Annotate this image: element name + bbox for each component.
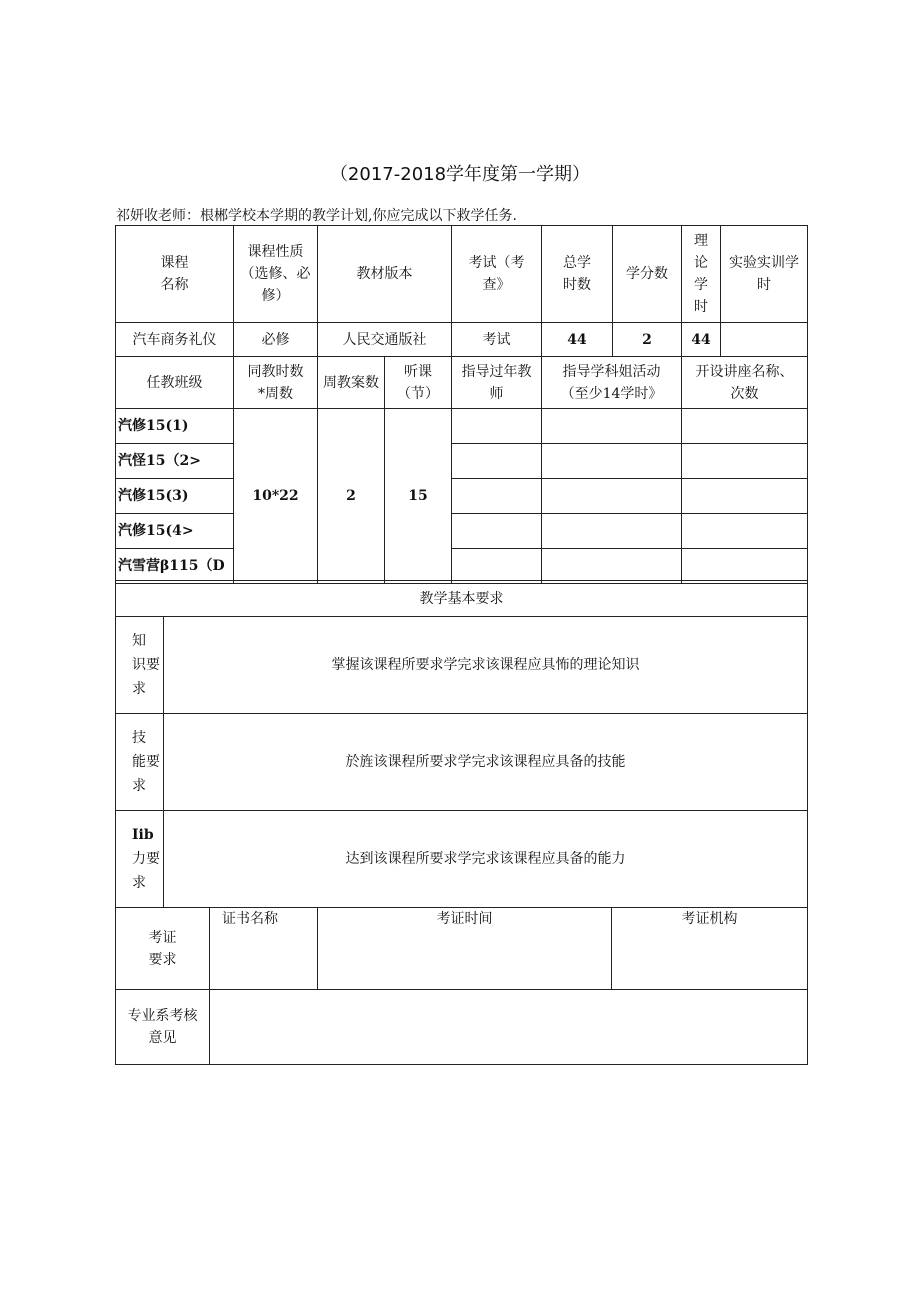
weekly-hours-value: 10*22 — [234, 409, 318, 584]
certificate-label: 考证 要求 — [116, 908, 210, 990]
requirements-header: 教学基本要求 — [116, 581, 808, 617]
skill-text: 於旌该课程所要求学完求该课程应具备的技能 — [164, 714, 808, 811]
guide-teacher-cell — [452, 409, 542, 444]
course-theory-hours: 44 — [682, 323, 721, 357]
course-credits: 2 — [613, 323, 682, 357]
certificate-table — [115, 907, 808, 1065]
ability-text: 达到该课程所要求学完求该课程应具备的能力 — [164, 811, 808, 908]
class-name: 汽修15(1) — [116, 409, 234, 444]
class-name: 汽修15(4> — [116, 514, 234, 549]
guide-teacher-cell — [452, 444, 542, 479]
class-name: 汽修15(3) — [116, 479, 234, 514]
class-name: 汽雪营β115（D — [116, 549, 234, 584]
guide-activity-cell — [542, 479, 682, 514]
course-total-hours: 44 — [542, 323, 613, 357]
intro-text: 祁妍收老师：根郴学校本学期的教学计划,你应完成以下救学任务. — [116, 208, 517, 224]
class-name: 汽怪15（2> — [116, 444, 234, 479]
course-textbook: 人民交通版社 — [318, 323, 452, 357]
header-course-name: 课程 名称 — [116, 226, 234, 323]
guide-activity-cell — [542, 514, 682, 549]
course-table — [115, 225, 808, 584]
course-nature: 必修 — [234, 323, 318, 357]
page-title: （2017-2018学年度第一学期） — [329, 164, 591, 185]
course-lab-hours — [721, 323, 808, 357]
requirements-table — [115, 580, 808, 908]
department-label: 专业系考核 意见 — [116, 990, 210, 1065]
header-weekly-plans: 周教案数 — [318, 357, 385, 409]
guide-activity-cell — [542, 409, 682, 444]
header-classes: 任教班级 — [116, 357, 234, 409]
guide-teacher-cell — [452, 514, 542, 549]
header-listen: 听课 （节） — [385, 357, 452, 409]
header-lab-hours: 实验实训学 时 — [721, 226, 808, 323]
ability-label-bottom: 力要 求 — [132, 851, 160, 891]
header-total-hours: 总学 时数 — [542, 226, 613, 323]
skill-label: 技 能要 求 — [116, 714, 164, 811]
lectures-cell — [682, 444, 808, 479]
course-name: 汽车商务礼仪 — [116, 323, 234, 357]
guide-teacher-cell — [452, 549, 542, 584]
course-exam: 考试 — [452, 323, 542, 357]
header-lectures: 开设讲座名称、 次数 — [682, 357, 808, 409]
lectures-cell — [682, 479, 808, 514]
header-credits: 学分数 — [613, 226, 682, 323]
header-theory-hours: 理 论 学 时 — [682, 226, 721, 323]
certificate-name-header: 证书名称 — [210, 908, 318, 990]
ability-label — [116, 811, 164, 908]
lectures-cell — [682, 409, 808, 444]
header-weekly-hours: 同教时数 *周数 — [234, 357, 318, 409]
knowledge-text: 掌握该课程所要求学完求该课程应具怖的理论知识 — [164, 617, 808, 714]
certificate-time-header: 考证时间 — [318, 908, 612, 990]
guide-activity-cell — [542, 549, 682, 584]
weekly-plans-value: 2 — [318, 409, 385, 584]
knowledge-label: 知 识要 求 — [116, 617, 164, 714]
header-guide-teacher: 指导过年教 师 — [452, 357, 542, 409]
certificate-org-header: 考证机构 — [612, 908, 808, 990]
header-course-nature: 课程性质 （选修、必 修） — [234, 226, 318, 323]
guide-teacher-cell — [452, 479, 542, 514]
ability-label-top: Iib — [132, 827, 154, 843]
department-opinion-cell — [210, 990, 808, 1065]
header-guide-activity: 指导学科姐活动 （至少14学时》 — [542, 357, 682, 409]
lectures-cell — [682, 549, 808, 584]
guide-activity-cell — [542, 444, 682, 479]
listen-value: 15 — [385, 409, 452, 584]
header-exam: 考试（考 查》 — [452, 226, 542, 323]
lectures-cell — [682, 514, 808, 549]
header-textbook: 教材版本 — [318, 226, 452, 323]
